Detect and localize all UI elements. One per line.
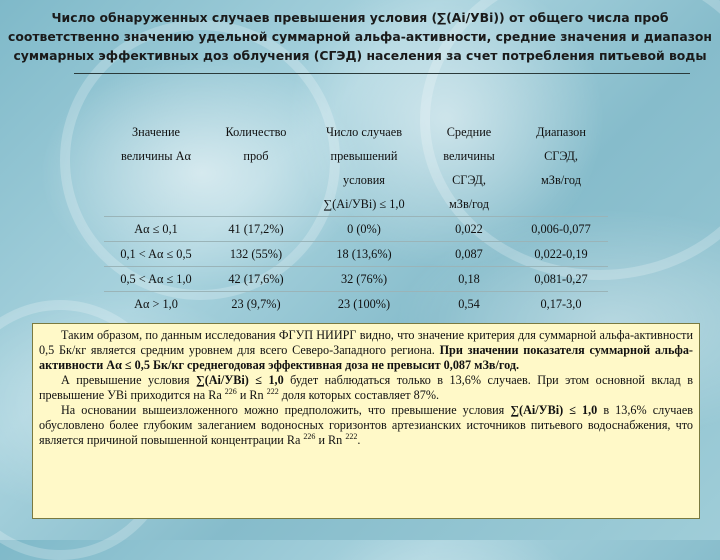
cell-mean-dose: 0,18	[424, 267, 514, 292]
cell-dose-range: 0,006-0,077	[514, 217, 608, 242]
cell-sample-count: 23 (9,7%)	[208, 292, 304, 317]
conclusion-paragraph-1: Таким образом, по данным исследования ФГУП НИИРГ видно, что значение критерия для суммарной альфа-активности 0,5 Бк/кг является средним уровнем для всего Северо-Западного региона. При значении показателя суммарной альфа-активности Aα ≤ 0,5 Бк/кг среднегодовая эффективная доза не превысит 0,087 мЗв/год.	[39, 328, 693, 372]
cell-sample-count: 132 (55%)	[208, 242, 304, 267]
table-row	[104, 217, 608, 242]
cell-alpha-range: Aα > 1,0	[104, 292, 208, 317]
table-row	[104, 242, 608, 267]
table-row	[104, 292, 608, 317]
cell-sample-count: 42 (17,6%)	[208, 267, 304, 292]
cell-exceedance: 18 (13,6%)	[304, 242, 424, 267]
table-row	[104, 267, 608, 292]
title-underline	[74, 73, 690, 74]
cell-dose-range: 0,022-0,19	[514, 242, 608, 267]
cell-mean-dose: 0,087	[424, 242, 514, 267]
conclusion-textbox	[32, 323, 700, 519]
cell-alpha-range: 0,1 < Aα ≤ 0,5	[104, 242, 208, 267]
results-table	[104, 120, 608, 316]
header-exceedance-count: Число случаев превышений условия ∑(Ai/УВi) ≤ 1,0	[323, 125, 405, 211]
cell-dose-range: 0,081-0,27	[514, 267, 608, 292]
conclusion-paragraph-3: На основании вышеизложенного можно предположить, что превышение условия ∑(Ai/УВi) ≤ 1,0 в 13,6% случаев обусловлено более глубоким залеганием водоносных горизонтов артезианских источников питьевого водоснабжения, что является причиной повышенной концентрации Ra $^{226}$ и Rn $^{222}$.	[39, 403, 693, 447]
table-header-row	[104, 120, 608, 217]
cell-exceedance: 32 (76%)	[304, 267, 424, 292]
header-mean-dose: Средние величины СГЭД, мЗв/год	[443, 125, 495, 211]
conclusion-paragraph-2: А превышение условия ∑(Ai/УВi) ≤ 1,0 будет наблюдаться только в 13,6% случаев. При этом основной вклад в превышение УВi приходится на Ra $^{226}$ и Rn $^{222}$ доля которых составляет 87%.	[39, 373, 693, 402]
cell-alpha-range: 0,5 < Aα ≤ 1,0	[104, 267, 208, 292]
cell-exceedance: 23 (100%)	[304, 292, 424, 317]
cell-mean-dose: 0,54	[424, 292, 514, 317]
cell-exceedance: 0 (0%)	[304, 217, 424, 242]
header-sample-count: Количество проб	[225, 125, 287, 163]
cell-sample-count: 41 (17,2%)	[208, 217, 304, 242]
header-value-alpha: Значение величины Aα	[121, 125, 191, 163]
slide-title: Число обнаруженных случаев превышения условия (∑(Ai/УВi)) от общего числа проб соответственно значению удельной суммарной альфа-активности, средние значения и диапазон суммарных эффективных доз облучения (СГЭД) населения за счет потребления питьевой воды	[8, 10, 712, 63]
header-dose-range: Диапазон СГЭД, мЗв/год	[536, 125, 586, 187]
cell-mean-dose: 0,022	[424, 217, 514, 242]
cell-dose-range: 0,17-3,0	[514, 292, 608, 317]
cell-alpha-range: Aα ≤ 0,1	[104, 217, 208, 242]
